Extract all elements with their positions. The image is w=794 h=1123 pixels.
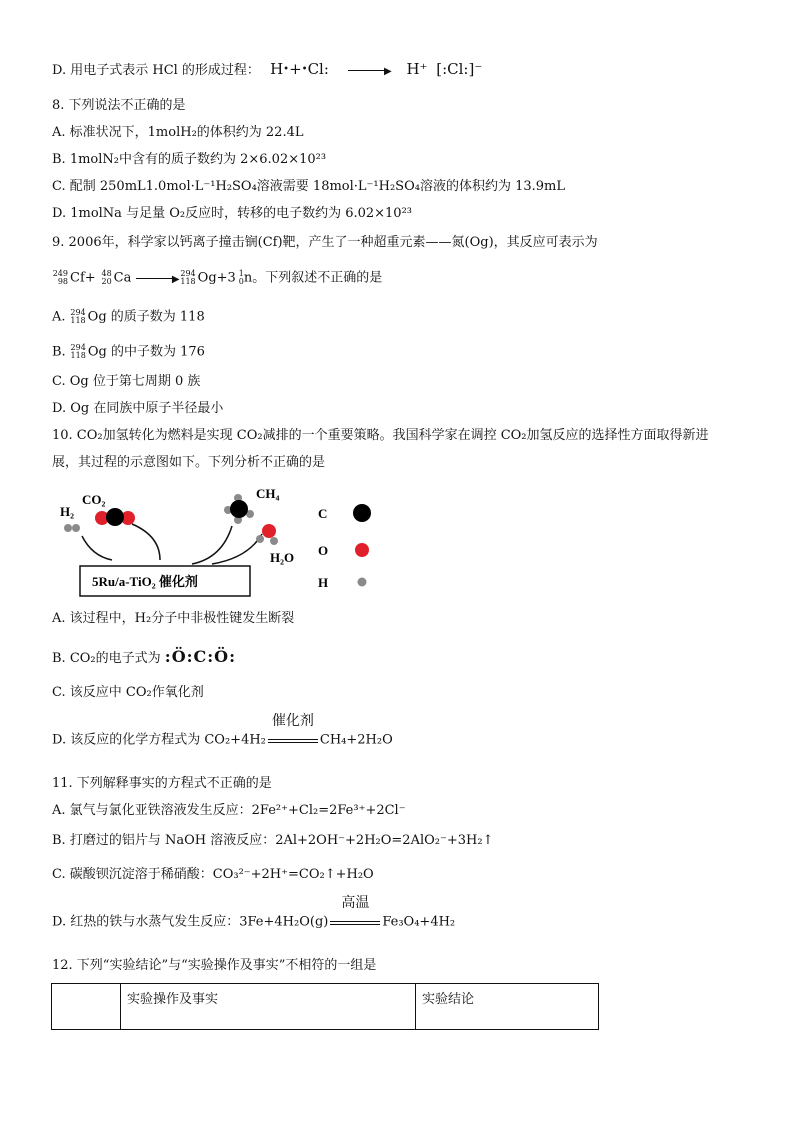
q8-option-c: C. 配制 250mL1.0mol·L⁻¹H₂SO₄溶液需要 18mol·L⁻¹H₂SO₄溶液的体积约为 13.9mL (52, 179, 565, 194)
c-atom-icon (106, 508, 124, 526)
og-nuclide: 294 118 (70, 343, 86, 360)
q7-option-d (52, 60, 482, 80)
n-nuclide: 1 0 (238, 269, 244, 286)
q11-option-c: C. 碳酸钡沉淀溶于稀硝酸：CO₃²⁻+2H⁺=CO₂↑+H₂O (52, 867, 374, 882)
arrow-ch4 (192, 526, 232, 564)
q11-option-a: A. 氯气与氯化亚铁溶液发生反应：2Fe²⁺+Cl₂=2Fe³⁺+2Cl⁻ (52, 803, 406, 818)
q10-option-a: A. 该过程中，H₂分子中非极性键发生断裂 (52, 611, 295, 626)
legend-c: C (318, 506, 328, 521)
h-atom-icon (270, 537, 278, 545)
h2-label: H₂ (60, 504, 75, 519)
q8-stem: 8. 下列说法不正确的是 (52, 98, 186, 113)
q7d-text: D. 用电子式表示 HCl 的形成过程： (52, 63, 260, 78)
table-header-cell: 实验结论 (416, 984, 599, 1030)
q10-option-b: B. CO₂的电子式为 :Ö:C:Ö: (52, 647, 237, 666)
ch4-label: CH₄ (256, 486, 280, 501)
q12-stem: 12. 下列“实验结论”与“实验操作及事实”不相符的一组是 (52, 958, 377, 973)
reaction-arrow: ▶ (348, 70, 388, 71)
catalyst-equals: 催化剂 (266, 730, 320, 750)
q10-option-c: C. 该反应中 CO₂作氧化剂 (52, 685, 204, 700)
arrow-co2 (132, 524, 160, 560)
o-atom-icon (262, 524, 276, 538)
legend-o: O (318, 543, 329, 558)
catalyst-label: 5Ru/a-TiO₂ 催化剂 (92, 574, 198, 589)
q8-option-d: D. 1molNa 与足量 O₂反应时，转移的电子数约为 6.02×10²³ (52, 206, 413, 221)
co2-lewis-structure: :Ö:C:Ö: (164, 647, 237, 666)
q10-stem: 10. CO₂加氢转化为燃料是实现 CO₂减排的一个重要策略。我国科学家在调控 CO₂加氢反应的选择性方面取得新进 (52, 428, 709, 443)
c-atom-icon (230, 500, 248, 518)
q9-option-d: D. Og 在同族中原子半径最小 (52, 401, 224, 416)
h-atom-icon (256, 535, 264, 543)
co2-label: CO₂ (82, 492, 106, 507)
cl-atom: Cl (307, 60, 324, 78)
q9-option-b: B. 294 118 Og 的中子数为 176 (52, 341, 205, 363)
q11-option-b: B. 打磨过的铝片与 NaOH 溶液反应：2Al+2OH⁻+2H₂O=2AlO₂⁻+3H₂↑ (52, 833, 494, 848)
h-atom: H (270, 60, 284, 78)
q9-option-c: C. Og 位于第七周期 0 族 (52, 374, 201, 389)
q9-eq-tail: 。下列叙述不正确的是 (252, 270, 383, 286)
cl-ion: [:Cl:]⁻ (436, 60, 483, 78)
reaction-arrow: ▶ (136, 278, 176, 279)
arrow-h2 (82, 536, 112, 560)
q8-option-b: B. 1molN₂中含有的质子数约为 2×6.02×10²³ (52, 152, 327, 167)
high-temp-equals: 高温 (328, 912, 382, 932)
h-atom-icon (72, 524, 80, 532)
og-nuclide: 294 118 (70, 308, 86, 325)
h-ion: H⁺ (406, 60, 428, 78)
ca-nuclide: 48 20 (101, 269, 112, 286)
q12-table (51, 983, 599, 1030)
o-atom-icon (355, 543, 369, 557)
hcl-formation: H•+•Cl: ▶ H⁺ [:Cl:]⁻ (270, 60, 483, 78)
h-atom-icon (64, 524, 72, 532)
plus-sign: + (289, 60, 302, 78)
q8-option-a: A. 标准状况下，1molH₂的体积约为 22.4L (52, 125, 304, 140)
q11-option-d: D. 红热的铁与水蒸气发生反应：3Fe+4H₂O(g) 高温 Fe₃O₄+4H₂ (52, 912, 455, 932)
q9-option-a: A. 294 118 Og 的质子数为 118 (52, 306, 205, 328)
legend-h: H (318, 575, 329, 590)
q11-stem: 11. 下列解释事实的方程式不正确的是 (52, 776, 272, 791)
h2o-label: H₂O (270, 550, 295, 565)
c-atom-icon (353, 504, 371, 522)
h-atom-icon (358, 578, 367, 587)
table-header-row (52, 984, 599, 1030)
atom-legend (312, 500, 392, 600)
table-header-cell (52, 984, 121, 1030)
q9-equation: 249 98 Cf+ 48 20 Ca ▶ 294 118 Og+3 1 0 n。下列叙述不正确的是 (52, 267, 382, 289)
table-header-cell: 实验操作及事实 (121, 984, 416, 1030)
og-nuclide: 294 118 (180, 269, 196, 286)
q10-stem-cont: 展，其过程的示意图如下。下列分析不正确的是 (52, 455, 326, 470)
q10-option-d: D. 该反应的化学方程式为 CO₂+4H₂ 催化剂 CH₄+2H₂O (52, 730, 393, 750)
cf-nuclide: 249 98 (52, 269, 68, 286)
q9-stem: 9. 2006年，科学家以钙离子撞击锎(Cf)靶，产生了一种超重元素——氮(Og)，其反应可表示为 (52, 235, 598, 250)
